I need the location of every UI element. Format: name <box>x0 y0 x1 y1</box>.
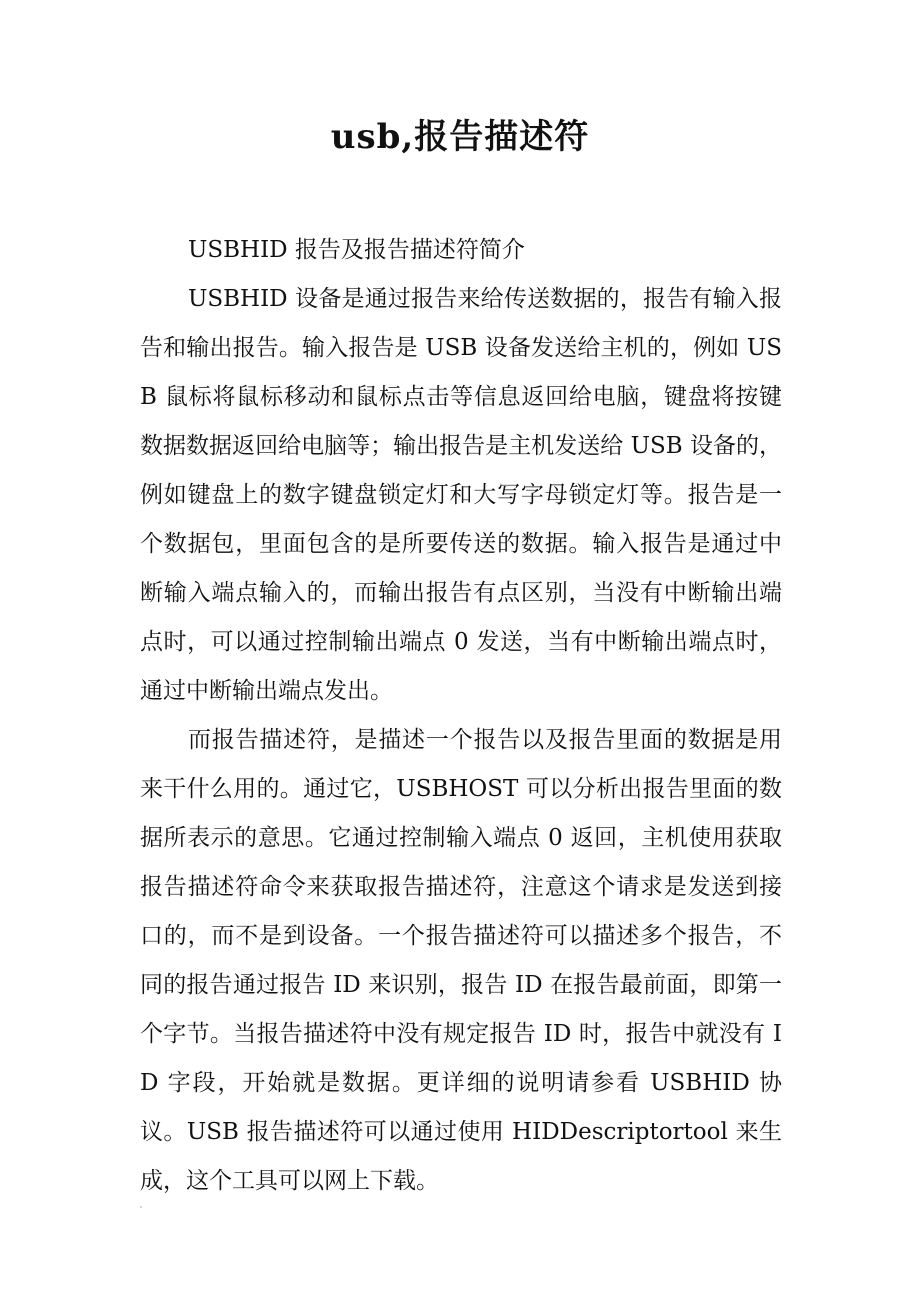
page-mark <box>140 1206 142 1208</box>
document-body <box>140 226 782 1206</box>
paragraph-report-intro: USBHID 设备是通过报告来给传送数据的，报告有输入报告和输出报告。输入报告是 USB 设备发送给主机的，例如 USB 鼠标将鼠标移动和鼠标点击等信息返回给电脑，键盘将按键数据数据返回给电脑等；输出报告是主机发送给 USB 设备的，例如键盘上的数字键盘锁定灯和大写字母锁定灯等。报告是一个数据包，里面包含的是所要传送的数据。输入报告是通过中断输入端点输入的，而输出报告有点区别，当没有中断输出端点时，可以通过控制输出端点 0 发送，当有中断输出端点时，通过中断输出端点发出。 <box>140 286 782 704</box>
document-title: usb,报告描述符 <box>330 117 590 157</box>
paragraph-report-descriptor: 而报告描述符，是描述一个报告以及报告里面的数据是用来干什么用的。通过它，USBHOST 可以分析出报告里面的数据所表示的意思。它通过控制输入端点 0 返回，主机使用获取报告描述符命令来获取报告描述符，注意这个请求是发送到接口的，而不是到设备。一个报告描述符可以描述多个报告，不同的报告通过报告 ID 来识别，报告 ID 在报告最前面，即第一个字节。当报告描述符中没有规定报告 ID 时，报告中就没有 ID 字段，开始就是数据。更详细的说明请参看 USBHID 协议。USB 报告描述符可以通过使用 HIDDescriptortool 来生成，这个工具可以网上下载。 <box>140 727 782 1194</box>
section-heading: USBHID 报告及报告描述符简介 <box>188 237 525 263</box>
